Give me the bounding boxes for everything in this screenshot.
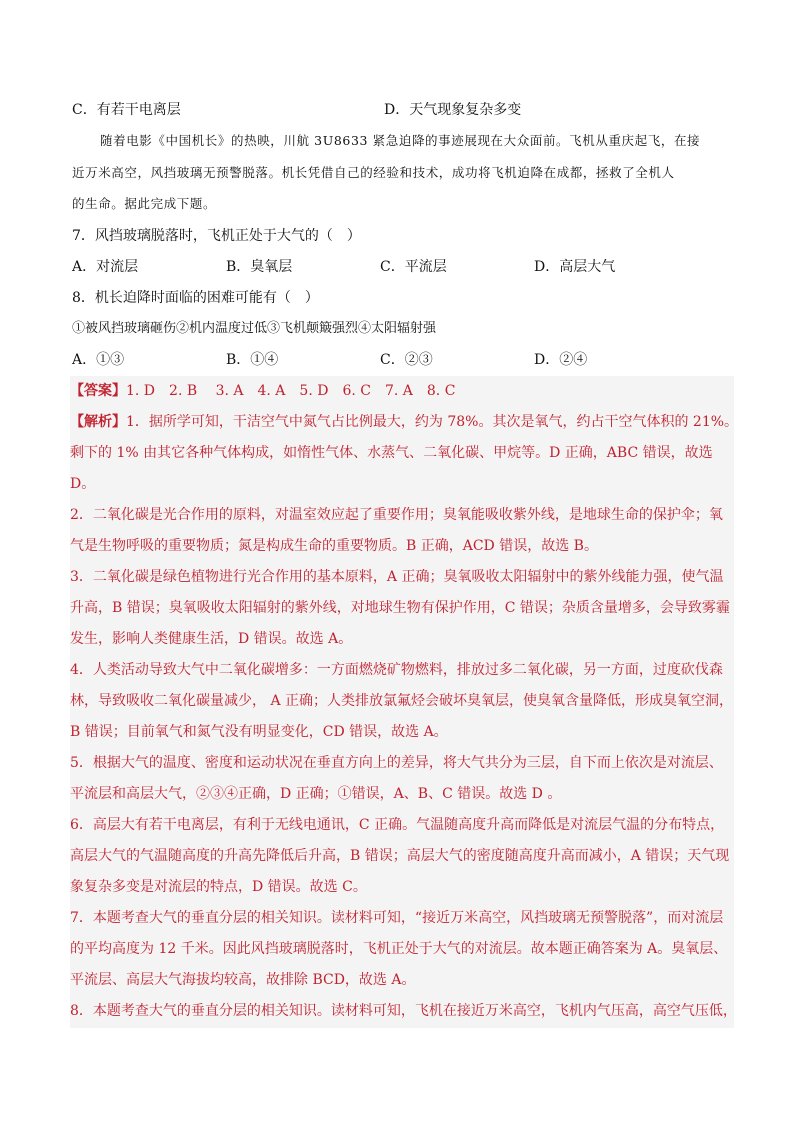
- analysis-line-1: [70, 411, 738, 433]
- option-c-top: C．有若干电离层: [72, 102, 181, 118]
- analysis-line-19: 平流层、高层大气海拔均较高，故排除 BCD，故选 A。: [70, 972, 416, 988]
- passage-line-2: 近万米高空，风挡玻璃无预警脱落。机长凭借自己的经验和技术，成功将飞机迫降在成都，拯救了全机人: [72, 165, 675, 180]
- q7-option-b: B．臭氧层: [226, 259, 293, 275]
- analysis-line-18: 的平均高度为 12 千米。因此风挡玻璃脱落时，飞机正处于大气的对流层。故本题正确答案为 A。臭氧层、: [70, 941, 728, 957]
- q8-option-c: C．②③: [380, 352, 433, 368]
- passage-line-1: 随着电影《中国机长》的热映，川航 3U8633 紧急迫降的事迹展现在大众面前。飞机从重庆起飞，在接: [100, 133, 701, 148]
- analysis-line-8: 发生，影响人类健康生活，D 错误。故选 A。: [70, 631, 353, 647]
- analysis-line-17: 7．本题考查大气的垂直分层的相关知识。读材料可知，“接近万米高空，风挡玻璃无预警脱落”，而对流层: [70, 910, 724, 926]
- q8-option-d: D．②④: [534, 352, 588, 368]
- q8-option-a: A．①③: [72, 352, 125, 368]
- analysis-line-6: 3．二氧化碳是绿色植物进行光合作用的基本原料，A 正确；臭氧吸收太阳辐射中的紫外线能力强，使气温: [70, 569, 724, 585]
- q8-stem: 8．机长迫降时面临的困难可能有（ ）: [72, 290, 319, 306]
- q8-statements: ①被风挡玻璃砸伤②机内温度过低③飞机颠簸强烈④太阳辐射强: [72, 321, 437, 336]
- analysis-line-16: 象复杂多变是对流层的特点，D 错误。故选 C。: [70, 879, 367, 895]
- analysis-line-9: 4．人类活动导致大气中二氧化碳增多：一方面燃烧矿物燃料，排放过多二氧化碳，另一方面，过度砍伐森: [70, 662, 723, 678]
- answer-label: 【答案】: [70, 383, 126, 399]
- q7-option-a: A．对流层: [72, 259, 139, 275]
- analysis-line-7: 升高，B 错误；臭氧吸收太阳辐射的紫外线，对地球生物有保护作用，C 错误；杂质含量增多，会导致雾霾: [70, 600, 730, 616]
- analysis-line-3: D。: [70, 476, 96, 492]
- analysis-line-4: 2．二氧化碳是光合作用的原料，对温室效应起了重要作用；臭氧能吸收紫外线，是地球生命的保护伞；氧: [70, 507, 723, 523]
- analysis-line-14: 6．高层大有若干电离层，有利于无线电通讯，C 正确。气温随高度升高而降低是对流层气温的分布特点，: [70, 817, 725, 833]
- answer-line: [70, 380, 455, 402]
- analysis-line-15: 高层大气的气温随高度的升高先降低后升高，B 错误；高层大气的密度随高度升高而减小，A 错误；天气现: [70, 848, 730, 864]
- analysis-line-11: B 错误；目前氧气和氮气没有明显变化，CD 错误，故选 A。: [70, 724, 448, 740]
- q8-option-b: B．①④: [226, 352, 279, 368]
- analysis-label: 【解析】: [70, 414, 126, 430]
- analysis-line-20: 8．本题考查大气的垂直分层的相关知识。读材料可知，飞机在接近万米高空，飞机内气压高，高空气压低，: [70, 1003, 737, 1019]
- answer-text: 1. D 2. B 3. A 4. A 5. D 6. C 7. A 8. C: [126, 383, 456, 399]
- analysis-line-5: 气是生物呼吸的重要物质；氮是构成生命的重要物质。B 正确，ACD 错误，故选 B。: [70, 538, 598, 554]
- q7-option-c: C．平流层: [380, 259, 447, 275]
- analysis-line-2: 剩下的 1% 由其它各种气体构成，如惰性气体、水蒸气、二氧化碳、甲烷等。D 正确，ABC 错误，故选: [70, 445, 713, 461]
- analysis-text: 1．据所学可知，干洁空气中氮气占比例最大，约为 78%。其次是氧气，约占干空气体积的 21%。: [126, 414, 739, 430]
- option-d-top: D．天气现象复杂多变: [384, 102, 522, 118]
- analysis-line-12: 5．根据大气的温度、密度和运动状况在垂直方向上的差异，将大气共分为三层，自下而上依次是对流层、: [70, 755, 723, 771]
- analysis-line-13: 平流层和高层大气，②③④正确，D 正确；①错误，A、B、C 错误。故选 D 。: [70, 786, 562, 802]
- q7-stem: 7．风挡玻璃脱落时，飞机正处于大气的（ ）: [72, 228, 361, 244]
- passage-line-3: 的生命。据此完成下题。: [72, 196, 217, 211]
- q7-option-d: D．高层大气: [534, 259, 616, 275]
- analysis-line-10: 林，导致吸收二氧化碳量减少， A 正确；人类排放氯氟烃会破坏臭氧层，使臭氧含量降低，形成臭氧空洞，: [70, 693, 734, 709]
- answer-analysis-block: [70, 376, 739, 1028]
